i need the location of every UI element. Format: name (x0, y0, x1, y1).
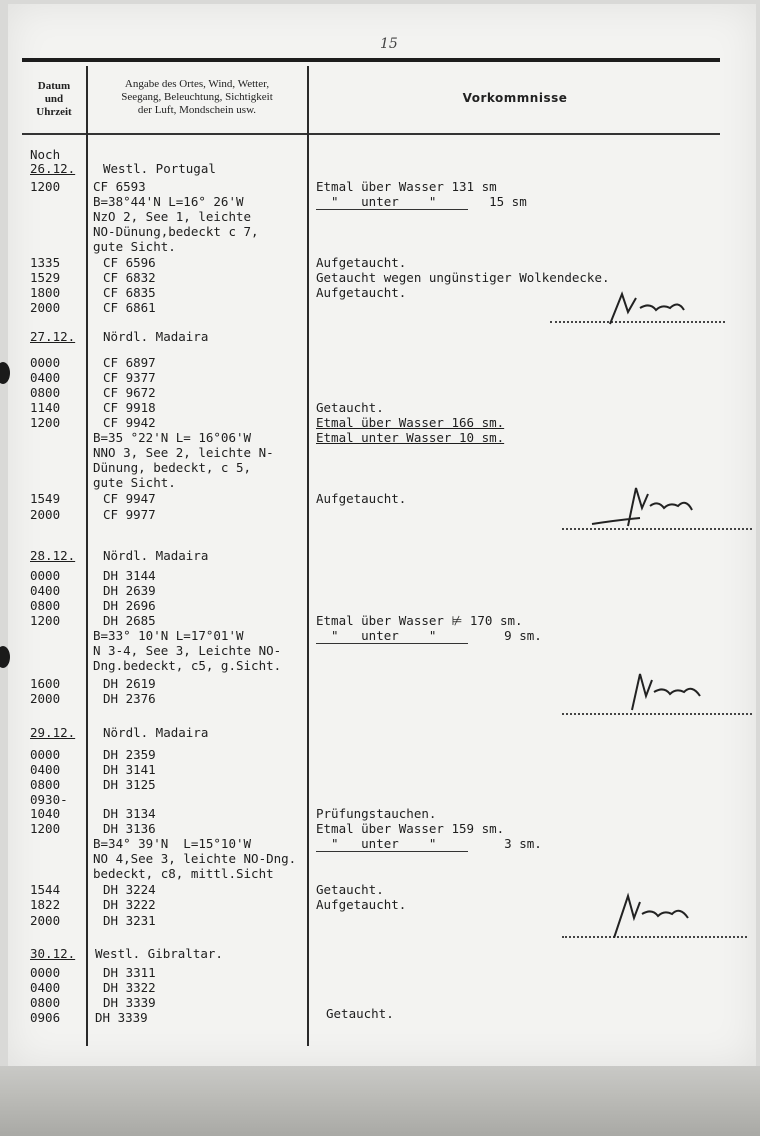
row-desc: DH 3231 (103, 913, 156, 928)
row-desc: CF 6835 (103, 285, 156, 300)
signature-stroke (610, 666, 730, 716)
row-desc: B=35 °22'N L= 16°06'W (93, 430, 252, 445)
row-desc: CF 6861 (103, 300, 156, 315)
row-desc: CF 9918 (103, 400, 156, 415)
row-desc: CF 9947 (103, 491, 156, 506)
row-desc: DH 2376 (103, 691, 156, 706)
row-desc: DH 3322 (103, 980, 156, 995)
day-date: 29.12. (30, 725, 76, 740)
row-desc: B=33° 10'N L=17°01'W (93, 628, 244, 643)
day-location: Nördl. Madaira (103, 725, 209, 740)
row-event: Getaucht wegen ungünstiger Wolkendecke. (316, 270, 610, 285)
row-desc: DH 2639 (103, 583, 156, 598)
day-date: 27.12. (30, 329, 76, 344)
top-rule (22, 58, 720, 62)
column-divider-2 (307, 66, 309, 1046)
row-desc: DH 3311 (103, 965, 156, 980)
row-time: 0800 (30, 598, 61, 613)
row-desc: CF 9977 (103, 507, 156, 522)
row-event: Aufgetaucht. (316, 285, 407, 300)
row-event: Etmal über Wasser ⊭ 170 sm. (316, 613, 523, 628)
row-time: 1200 (30, 415, 61, 430)
sum-underline (316, 851, 468, 852)
signature-stroke (600, 282, 720, 332)
row-event: Aufgetaucht. (316, 255, 407, 270)
row-time: 0800 (30, 385, 61, 400)
row-desc: DH 3222 (103, 897, 156, 912)
scan-bottom-edge (0, 1066, 760, 1136)
row-event: Getaucht. (316, 882, 384, 897)
header-datum: Datum und Uhrzeit (36, 80, 72, 118)
row-event: Etmal unter Wasser 10 sm. (316, 430, 505, 445)
row-time: 0800 (30, 995, 61, 1010)
row-event: " unter " 3 sm. (316, 836, 542, 851)
row-desc: CF 9377 (103, 370, 156, 385)
day-date: 26.12. (30, 161, 76, 176)
row-desc: Dng.bedeckt, c5, g.Sicht. (93, 658, 282, 673)
row-time: 1529 (30, 270, 61, 285)
header-vorkommnisse: Vorkommnisse (462, 91, 568, 105)
row-desc: DH 2359 (103, 747, 156, 762)
row-event: Getaucht. (316, 400, 384, 415)
signature-stroke (588, 480, 708, 530)
row-desc: DH 3144 (103, 568, 156, 583)
day-location: Nördl. Madaira (103, 329, 209, 344)
row-event: Etmal über Wasser 159 sm. (316, 821, 505, 836)
row-time: 0930- (30, 792, 68, 807)
row-desc: CF 6897 (103, 355, 156, 370)
row-time: 1549 (30, 491, 61, 506)
row-time: 1544 (30, 882, 61, 897)
row-event: Etmal über Wasser 131 sm (316, 179, 497, 194)
row-desc: B=38°44'N L=16° 26'W (93, 194, 244, 209)
row-desc: gute Sicht. (93, 475, 176, 490)
row-time: 2000 (30, 691, 61, 706)
row-desc: NO 4,See 3, leichte NO-Dng. (93, 851, 297, 866)
day-location: Westl. Portugal (103, 161, 216, 176)
row-time: 0000 (30, 568, 61, 583)
row-desc: NzO 2, See 1, leichte (93, 209, 252, 224)
row-time: 0400 (30, 583, 61, 598)
row-time: 1200 (30, 179, 61, 194)
row-time: 1800 (30, 285, 61, 300)
row-time: 0400 (30, 370, 61, 385)
row-desc: gute Sicht. (93, 239, 176, 254)
row-time: 0000 (30, 355, 61, 370)
row-time: 1200 (30, 821, 61, 836)
row-desc: DH 3134 (103, 806, 156, 821)
row-event: Aufgetaucht. (316, 897, 407, 912)
row-time: 1600 (30, 676, 61, 691)
page-number: 15 (380, 36, 398, 52)
row-time: 2000 (30, 913, 61, 928)
row-time: 1040 (30, 806, 61, 821)
row-desc: bedeckt, c8, mittl.Sicht (93, 866, 274, 881)
row-time: 0000 (30, 747, 61, 762)
row-event: Aufgetaucht. (316, 491, 407, 506)
sum-underline (316, 209, 468, 210)
row-event: Prüfungstauchen. (316, 806, 437, 821)
row-desc: N 3-4, See 3, Leichte NO- (93, 643, 282, 658)
row-desc: DH 3224 (103, 882, 156, 897)
row-desc: DH 3339 (103, 995, 156, 1010)
row-event: " unter " 15 sm (316, 194, 527, 209)
day-date: 28.12. (30, 548, 76, 563)
row-desc: DH 2685 (103, 613, 156, 628)
row-time: 2000 (30, 300, 61, 315)
row-event: Getaucht. (326, 1006, 394, 1021)
row-desc: DH 2696 (103, 598, 156, 613)
row-event: Etmal über Wasser 166 sm. (316, 415, 505, 430)
column-divider-1 (86, 66, 88, 1046)
row-time: 1822 (30, 897, 61, 912)
row-desc: DH 3125 (103, 777, 156, 792)
row-desc: NNO 3, See 2, leichte N- (93, 445, 274, 460)
row-time: 0906 (30, 1010, 61, 1025)
date-prefix: Noch (30, 147, 61, 162)
row-time: 0400 (30, 980, 61, 995)
day-date: 30.12. (30, 946, 76, 961)
row-time: 1140 (30, 400, 61, 415)
row-time: 1200 (30, 613, 61, 628)
row-desc: DH 2619 (103, 676, 156, 691)
sum-underline (316, 643, 468, 644)
day-location: Westl. Gibraltar. (95, 946, 223, 961)
row-desc: DH 3141 (103, 762, 156, 777)
row-desc: CF 9942 (103, 415, 156, 430)
row-desc: CF 6593 (93, 179, 146, 194)
signature-stroke (600, 888, 720, 938)
row-time: 0400 (30, 762, 61, 777)
row-event: " unter " 9 sm. (316, 628, 542, 643)
row-desc: B=34° 39'N L=15°10'W (93, 836, 252, 851)
row-desc: NO-Dünung,bedeckt c 7, (93, 224, 259, 239)
header-angabe: Angabe des Ortes, Wind, Wetter, Seegang, Beleuchtung, Sichtigkeit der Luft, Mondschein usw. (121, 78, 273, 116)
row-desc: CF 6832 (103, 270, 156, 285)
row-time: 1335 (30, 255, 61, 270)
row-desc: Dünung, bedeckt, c 5, (93, 460, 252, 475)
row-time: 2000 (30, 507, 61, 522)
header-rule (22, 133, 720, 135)
row-time: 0000 (30, 965, 61, 980)
row-desc: DH 3339 (95, 1010, 148, 1025)
row-desc: DH 3136 (103, 821, 156, 836)
row-time: 0800 (30, 777, 61, 792)
row-desc: CF 6596 (103, 255, 156, 270)
row-desc: CF 9672 (103, 385, 156, 400)
day-location: Nördl. Madaira (103, 548, 209, 563)
